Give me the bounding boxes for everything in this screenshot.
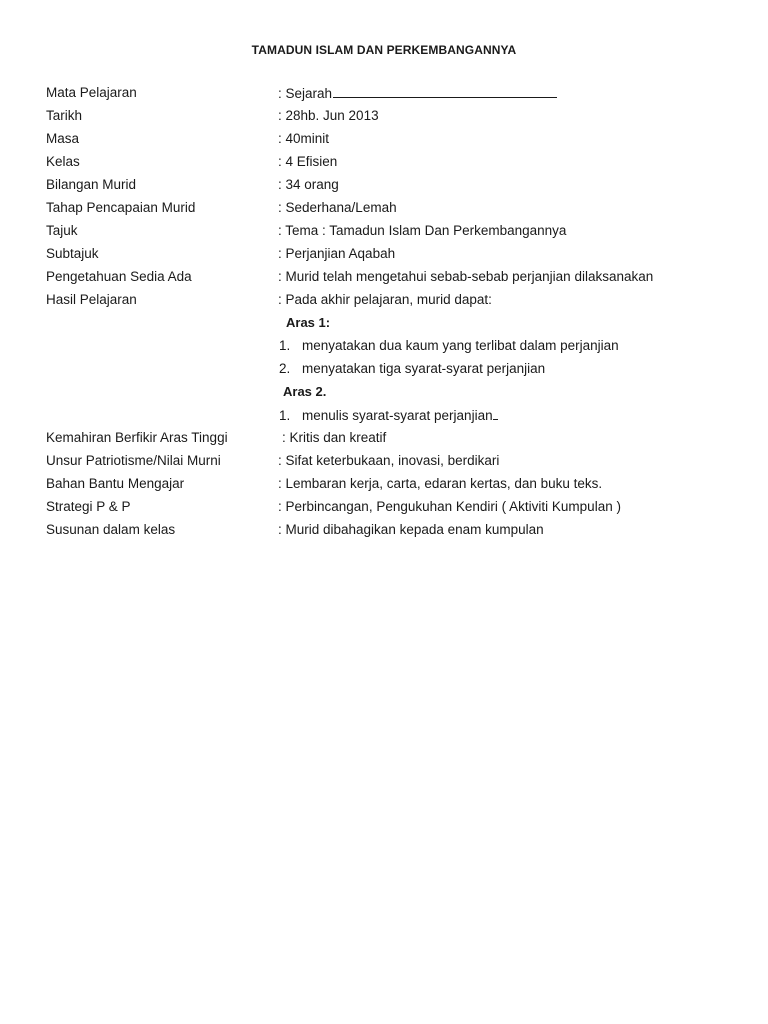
field-label: Susunan dalam kelas bbox=[46, 522, 176, 537]
field-label: Subtajuk bbox=[46, 246, 99, 261]
field-label: Tajuk bbox=[46, 223, 78, 238]
aras1-heading: Aras 1: bbox=[286, 315, 331, 330]
field-row-kelas bbox=[0, 152, 768, 172]
field-value: : Murid dibahagikan kepada enam kumpulan bbox=[278, 522, 544, 537]
document-title: TAMADUN ISLAM DAN PERKEMBANGANNYA bbox=[251, 43, 517, 57]
blank-underline bbox=[333, 83, 557, 98]
list-text: menyatakan tiga syarat-syarat perjanjian bbox=[302, 361, 546, 376]
field-label: Bilangan Murid bbox=[46, 177, 137, 192]
field-row-masa bbox=[0, 129, 768, 149]
field-value: : 34 orang bbox=[278, 177, 339, 192]
list-number: 2. bbox=[279, 361, 291, 376]
field-row-kemahiran-berfikir bbox=[0, 428, 768, 448]
field-label: Bahan Bantu Mengajar bbox=[46, 476, 185, 491]
field-value: : Tema : Tamadun Islam Dan Perkembangannya bbox=[278, 223, 567, 238]
field-label: Masa bbox=[46, 131, 80, 146]
aras1-heading-row bbox=[0, 313, 768, 333]
field-row-tahap-pencapaian bbox=[0, 198, 768, 218]
field-row-tarikh bbox=[0, 106, 768, 126]
list-text: menyatakan dua kaum yang terlibat dalam perjanjian bbox=[302, 338, 619, 353]
list-number: 1. bbox=[279, 408, 291, 423]
field-value: : Perjanjian Aqabah bbox=[278, 246, 396, 261]
field-value: : Perbincangan, Pengukuhan Kendiri ( Aktiviti Kumpulan ) bbox=[278, 499, 621, 514]
aras2-heading: Aras 2. bbox=[283, 384, 327, 399]
field-label: Tarikh bbox=[46, 108, 83, 123]
field-value: : Murid telah mengetahui sebab-sebab perjanjian dilaksanakan bbox=[278, 269, 654, 284]
field-row-subtajuk bbox=[0, 244, 768, 264]
field-label: Unsur Patriotisme/Nilai Murni bbox=[46, 453, 221, 468]
field-row-susunan-dalam-kelas bbox=[0, 520, 768, 540]
field-label: Kelas bbox=[46, 154, 80, 169]
field-value: : 28hb. Jun 2013 bbox=[278, 108, 379, 123]
trailing-underline bbox=[493, 405, 498, 420]
field-row-unsur-patriotisme bbox=[0, 451, 768, 471]
field-label: Pengetahuan Sedia Ada bbox=[46, 269, 192, 284]
field-label: Hasil Pelajaran bbox=[46, 292, 137, 307]
field-row-tajuk bbox=[0, 221, 768, 241]
list-text: menulis syarat-syarat perjanjian bbox=[302, 408, 493, 423]
field-row-bilangan-murid bbox=[0, 175, 768, 195]
field-row-bahan-bantu-mengajar bbox=[0, 474, 768, 494]
list-item bbox=[0, 405, 768, 425]
field-row-mata-pelajaran bbox=[0, 83, 768, 103]
field-label: Kemahiran Berfikir Aras Tinggi bbox=[46, 430, 228, 445]
field-value: : Sederhana/Lemah bbox=[278, 200, 397, 215]
list-item bbox=[0, 359, 768, 379]
field-value: : 4 Efisien bbox=[278, 154, 338, 169]
field-value: : Pada akhir pelajaran, murid dapat: bbox=[278, 292, 492, 307]
field-row-strategi-pp bbox=[0, 497, 768, 517]
field-value: : Lembaran kerja, carta, edaran kertas, dan buku teks. bbox=[278, 476, 603, 491]
field-value: : Sejarah bbox=[278, 83, 557, 104]
list-item bbox=[0, 336, 768, 356]
field-label: Mata Pelajaran bbox=[46, 85, 137, 100]
field-label: Strategi P & P bbox=[46, 499, 131, 514]
field-label: Tahap Pencapaian Murid bbox=[46, 200, 196, 215]
list-number: 1. bbox=[279, 338, 291, 353]
field-value: : Sifat keterbukaan, inovasi, berdikari bbox=[278, 453, 500, 468]
field-row-pengetahuan-sedia-ada bbox=[0, 267, 768, 287]
field-row-hasil-pelajaran bbox=[0, 290, 768, 310]
field-value: : Kritis dan kreatif bbox=[282, 430, 387, 445]
aras2-heading-row bbox=[0, 382, 768, 402]
field-value: : 40minit bbox=[278, 131, 330, 146]
